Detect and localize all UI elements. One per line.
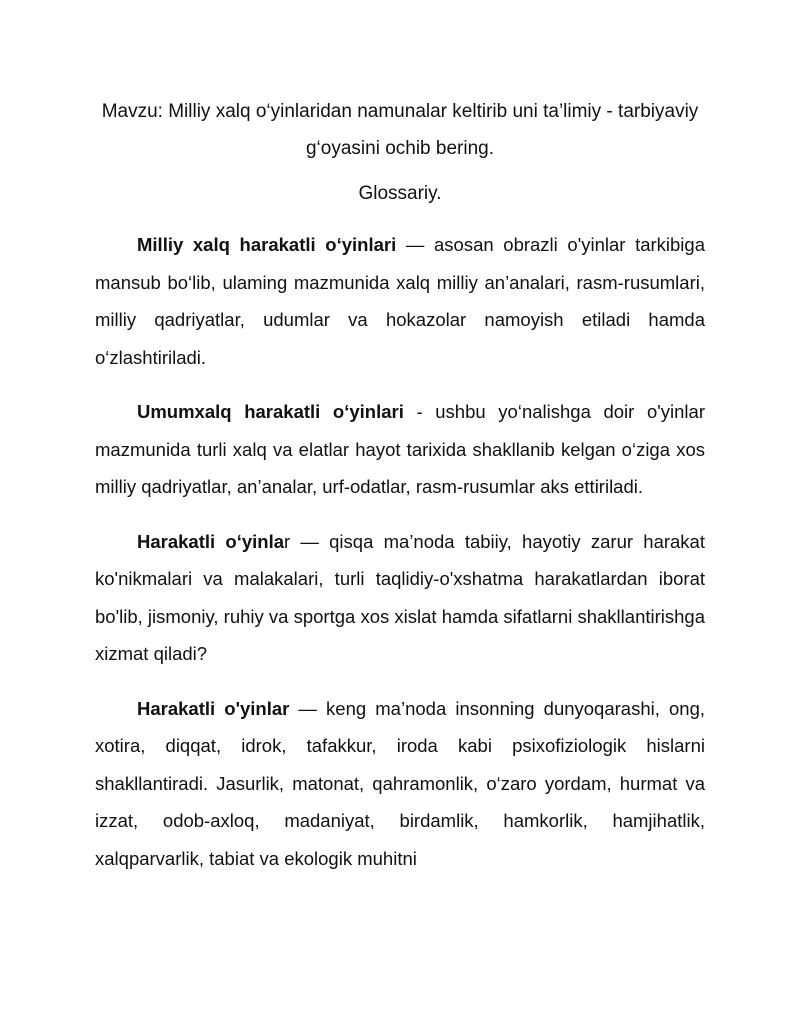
glossary-heading: Glossariy. <box>358 183 442 204</box>
glossary-term: Milliy xalq harakatli o‘yinlari <box>137 234 397 255</box>
glossary-definition: - ushbu yo‘nalishga doir o'yinlar mazmunida turli xalq va elatlar hayot tarixida shakllanib kelgan o‘ziga xos milliy qadriyatlar, an’analar, urf-odatlar, rasm-rusumlar aks ettiriladi. <box>95 401 705 497</box>
glossary-entry <box>95 226 705 376</box>
glossary-term: Harakatli o‘yinla <box>137 530 284 552</box>
glossary-definition: r — qisqa ma’noda tabiiy, hayotiy zarur harakat ko'nikmalari va malakalari, turli taqlidiy-o'xshatma harakatlardan iborat bo'lib, jismoniy, ruhiy va sportga xos xislat hamda sifatlarni shakllantirishga xizmat qiladi? <box>95 530 705 664</box>
glossary-term: Harakatli o'yinlar <box>137 697 290 719</box>
glossary-definition: — keng ma’noda insonning dunyoqarashi, ong, xotira, diqqat, idrok, tafakkur, iroda kabi psixofiziologik hislarni shakllantiradi. Jasurlik, matonat, qahramonlik, o‘zaro yordam, hurmat va izzat, odob-axloq, madaniyat, birdamlik, hamkorlik, hamjihatlik, xalqparvarlik, tabiat va ekologik muhitni <box>95 697 705 869</box>
glossary-entry <box>95 393 705 506</box>
glossary-entry <box>95 523 705 673</box>
glossary-definition: — asosan obrazli o'yinlar tarkibiga mansub bo‘lib, ulaming mazmunida xalq milliy an’analari, rasm-rusumlari, milliy qadriyatlar, udumlar va hokazolar namoyish etiladi hamda o‘zlashtiriladi. <box>95 234 705 368</box>
glossary-term: Umumxalq harakatli o‘yinlari <box>137 401 404 422</box>
glossary-entry <box>95 690 705 878</box>
document-title: Mavzu: Milliy xalq o‘yinlaridan namunalar keltirib uni ta’limiy - tarbiyaviy g‘oyasini ochib bering. <box>101 101 699 159</box>
document-body <box>95 93 705 877</box>
